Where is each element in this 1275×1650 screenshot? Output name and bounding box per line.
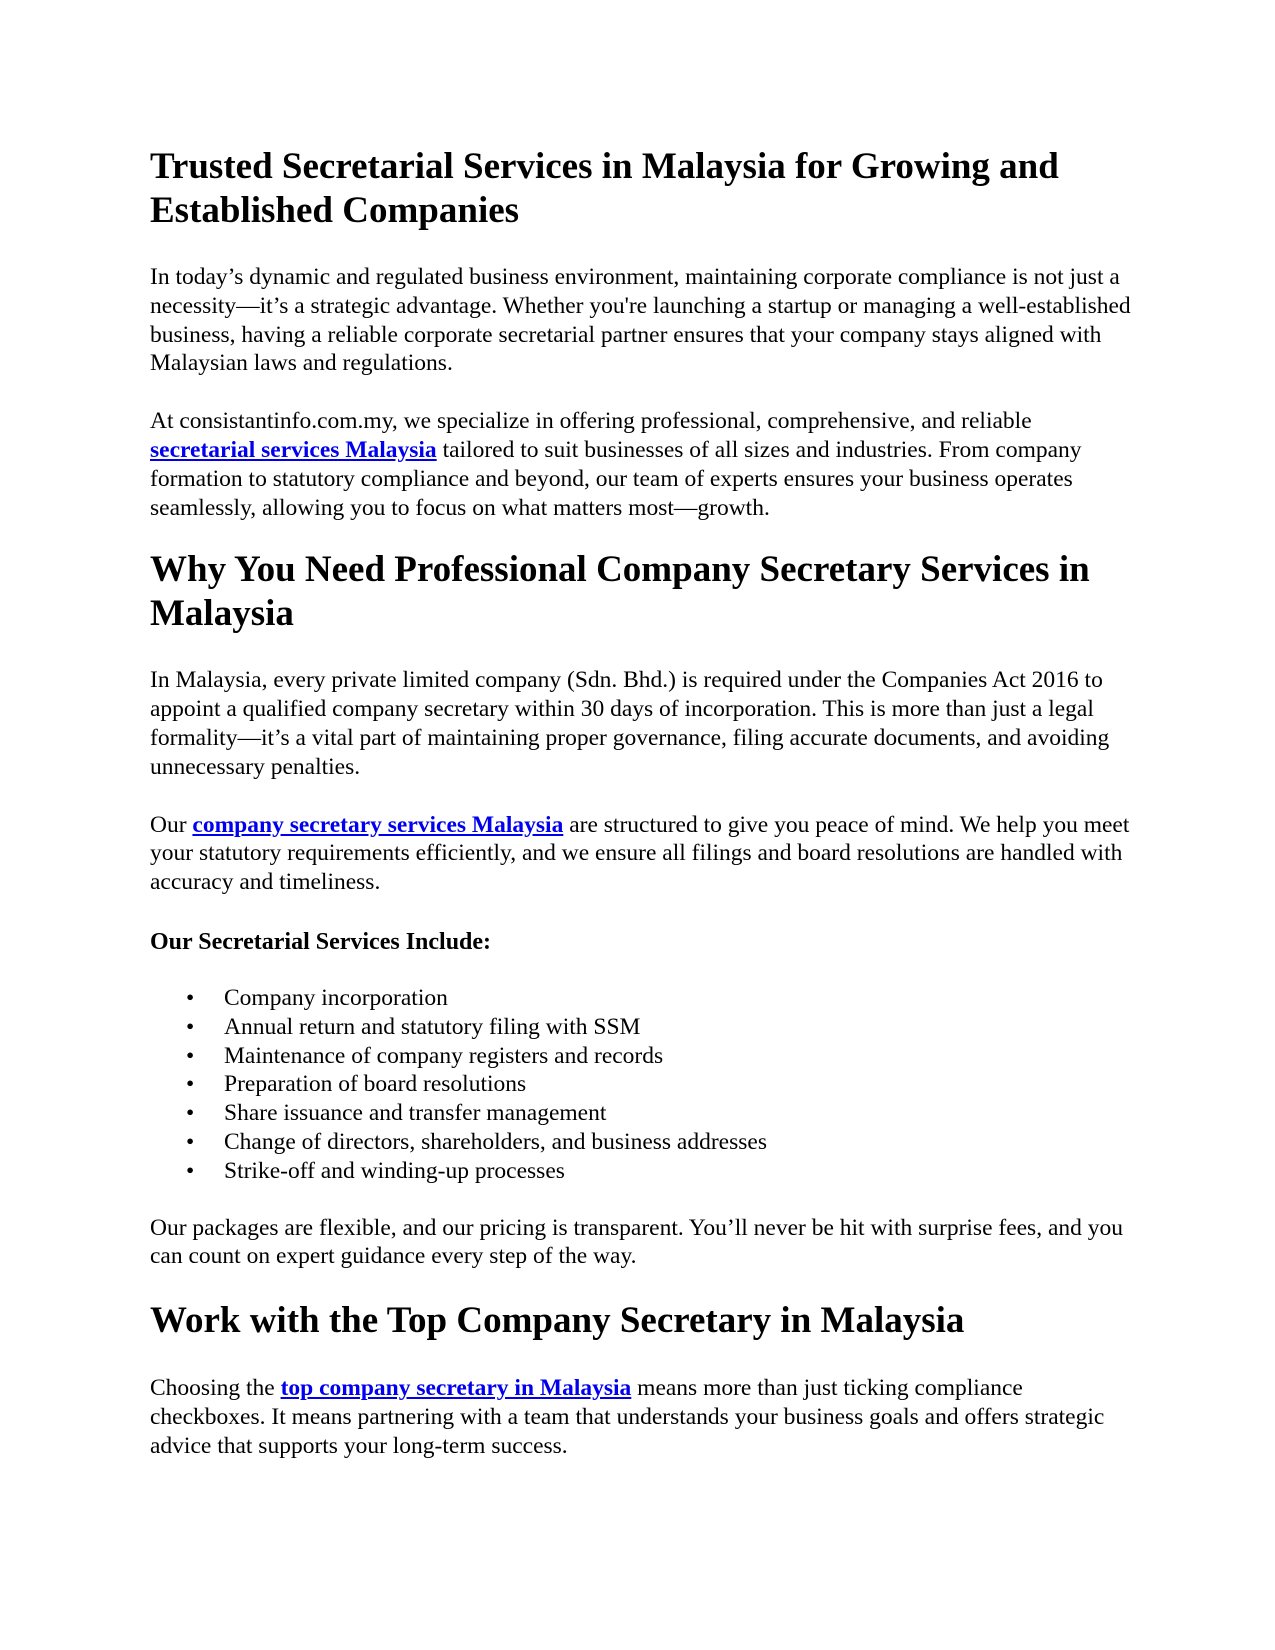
bullet-icon: • xyxy=(186,984,195,1011)
services-heading: Our Secretarial Services Include: xyxy=(150,928,492,955)
list-item-text: Company incorporation xyxy=(224,984,448,1011)
work-paragraph-text-before: Choosing the xyxy=(150,1375,281,1402)
intro-paragraph-2-text-after: tailored to suit businesses of all sizes and industries. From company formation to statutory compliance and beyond, our team of experts ensures your business operates seamlessly, allowing you to focus on what matters most—growth. xyxy=(150,436,1082,521)
bullet-icon: • xyxy=(186,1100,195,1127)
intro-paragraph-2-text-before: At consistantinfo.com.my, we specialize in offering professional, comprehensive, and reliable xyxy=(150,408,1032,435)
intro-paragraph-1: In today’s dynamic and regulated business environment, maintaining corporate compliance is not just a necessity—it’s a strategic advantage. Whether you're launching a startup or managing a well-established business, having a reliable corporate secretarial partner ensures that your company stays aligned with Malaysian laws and regulations. xyxy=(150,264,1131,377)
list-item xyxy=(150,1013,1135,1042)
packages-paragraph: Our packages are flexible, and our pricing is transparent. You’ll never be hit with surprise fees, and you can count on expert guidance every step of the way. xyxy=(150,1214,1124,1270)
list-item xyxy=(150,984,1135,1013)
secretarial-services-link[interactable]: secretarial services Malaysia xyxy=(150,436,437,463)
why-heading: Why You Need Professional Company Secretary Services in Malaysia xyxy=(150,549,1090,635)
why-paragraph-2-text-after: are structured to give you peace of mind. We help you meet your statutory requirements efficiently, and we ensure all filings and board resolutions are handled with accuracy and timeliness. xyxy=(150,811,1130,896)
bullet-icon: • xyxy=(186,1128,195,1155)
list-item xyxy=(150,1157,1135,1186)
list-item-text: Share issuance and transfer management xyxy=(224,1100,607,1127)
list-item xyxy=(150,1128,1135,1157)
services-list xyxy=(150,984,1135,1186)
bullet-icon: • xyxy=(186,1071,195,1098)
work-paragraph xyxy=(150,1374,1135,1460)
top-company-secretary-link[interactable]: top company secretary in Malaysia xyxy=(280,1375,632,1402)
work-paragraph-text-after: means more than just ticking compliance checkboxes. It means partnering with a team that understands your business goals and offers strategic advice that supports your long-term success. xyxy=(150,1375,1105,1459)
list-item-text: Change of directors, shareholders, and business addresses xyxy=(224,1128,767,1155)
bullet-icon: • xyxy=(186,1013,195,1040)
why-paragraph-1: In Malaysia, every private limited company (Sdn. Bhd.) is required under the Companies Act 2016 to appoint a qualified company secretary within 30 days of incorporation. This is more than just a legal formality—it’s a vital part of maintaining proper governance, filing accurate documents, and avoiding unnecessary penalties. xyxy=(150,667,1110,780)
list-item-text: Annual return and statutory filing with SSM xyxy=(224,1013,641,1040)
list-item-text: Strike-off and winding-up processes xyxy=(224,1157,565,1184)
why-paragraph-2-text-before: Our xyxy=(150,811,193,838)
company-secretary-services-link[interactable]: company secretary services Malaysia xyxy=(192,811,564,838)
list-item xyxy=(150,1042,1135,1071)
bullet-icon: • xyxy=(186,1157,195,1184)
list-item-text: Maintenance of company registers and records xyxy=(224,1042,664,1069)
page-title: Trusted Secretarial Services in Malaysia for Growing and Established Companies xyxy=(150,146,1059,231)
bullet-icon: • xyxy=(186,1042,195,1069)
document-page xyxy=(150,145,1135,1461)
list-item xyxy=(150,1070,1135,1099)
why-paragraph-2 xyxy=(150,811,1135,897)
intro-paragraph-2 xyxy=(150,407,1135,522)
list-item xyxy=(150,1099,1135,1128)
work-heading: Work with the Top Company Secretary in Malaysia xyxy=(150,1300,965,1342)
list-item-text: Preparation of board resolutions xyxy=(224,1071,527,1098)
